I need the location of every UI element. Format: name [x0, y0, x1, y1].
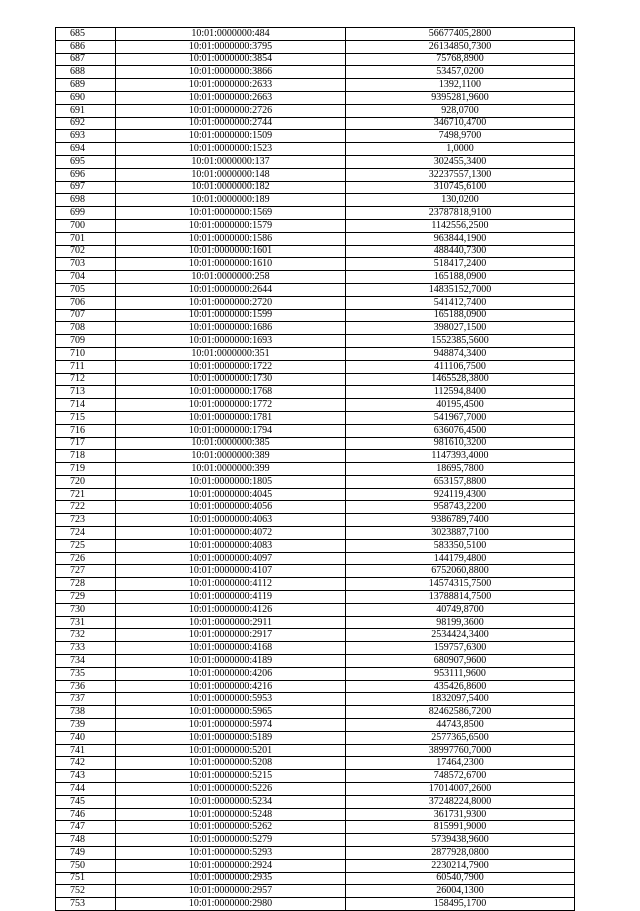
row-number-cell: 751	[56, 872, 116, 885]
cadastral-number-cell: 10:01:0000000:399	[116, 463, 346, 476]
value-cell: 40195,4500	[346, 399, 575, 412]
cadastral-number-cell: 10:01:0000000:3795	[116, 40, 346, 53]
table-row	[56, 591, 575, 604]
value-cell: 1552385,5600	[346, 335, 575, 348]
row-number-cell: 732	[56, 629, 116, 642]
value-cell: 435426,8600	[346, 680, 575, 693]
table-row	[56, 821, 575, 834]
value-cell: 1465528,3800	[346, 373, 575, 386]
table-row	[56, 207, 575, 220]
row-number-cell: 719	[56, 463, 116, 476]
row-number-cell: 733	[56, 642, 116, 655]
table-row	[56, 450, 575, 463]
cadastral-number-cell: 10:01:0000000:2633	[116, 79, 346, 92]
table-row	[56, 667, 575, 680]
row-number-cell: 727	[56, 565, 116, 578]
cadastral-number-cell: 10:01:0000000:2957	[116, 885, 346, 898]
row-number-cell: 720	[56, 475, 116, 488]
cadastral-number-cell: 10:01:0000000:1722	[116, 360, 346, 373]
table-row	[56, 143, 575, 156]
cadastral-number-cell: 10:01:0000000:351	[116, 347, 346, 360]
row-number-cell: 686	[56, 40, 116, 53]
value-cell: 541412,7400	[346, 296, 575, 309]
table-row	[56, 616, 575, 629]
table-row	[56, 770, 575, 783]
row-number-cell: 726	[56, 552, 116, 565]
row-number-cell: 742	[56, 757, 116, 770]
value-cell: 5739438,9600	[346, 834, 575, 847]
cadastral-number-cell: 10:01:0000000:1805	[116, 475, 346, 488]
value-cell: 9386789,7400	[346, 514, 575, 527]
table-row	[56, 872, 575, 885]
table-row	[56, 463, 575, 476]
row-number-cell: 703	[56, 258, 116, 271]
value-cell: 26004,1300	[346, 885, 575, 898]
row-number-cell: 713	[56, 386, 116, 399]
row-number-cell: 717	[56, 437, 116, 450]
value-cell: 583350,5100	[346, 539, 575, 552]
value-cell: 541967,7000	[346, 411, 575, 424]
value-cell: 165188,0900	[346, 309, 575, 322]
table-row	[56, 437, 575, 450]
row-number-cell: 739	[56, 719, 116, 732]
table-row	[56, 309, 575, 322]
table-row	[56, 578, 575, 591]
row-number-cell: 688	[56, 66, 116, 79]
row-number-cell: 741	[56, 744, 116, 757]
value-cell: 981610,3200	[346, 437, 575, 450]
table-row	[56, 808, 575, 821]
cadastral-number-cell: 10:01:0000000:4189	[116, 655, 346, 668]
value-cell: 56677405,2800	[346, 28, 575, 41]
cadastral-number-cell: 10:01:0000000:5279	[116, 834, 346, 847]
value-cell: 1,0000	[346, 143, 575, 156]
table-row	[56, 693, 575, 706]
value-cell: 60540,7900	[346, 872, 575, 885]
value-cell: 1147393,4000	[346, 450, 575, 463]
value-cell: 17464,2300	[346, 757, 575, 770]
table-row	[56, 642, 575, 655]
row-number-cell: 710	[56, 347, 116, 360]
cadastral-number-cell: 10:01:0000000:4206	[116, 667, 346, 680]
cadastral-number-cell: 10:01:0000000:5234	[116, 795, 346, 808]
value-cell: 158495,1700	[346, 898, 575, 911]
cadastral-number-cell: 10:01:0000000:1772	[116, 399, 346, 412]
row-number-cell: 738	[56, 706, 116, 719]
row-number-cell: 747	[56, 821, 116, 834]
row-number-cell: 694	[56, 143, 116, 156]
cadastral-number-cell: 10:01:0000000:4063	[116, 514, 346, 527]
table-row	[56, 296, 575, 309]
table-row	[56, 53, 575, 66]
row-number-cell: 721	[56, 488, 116, 501]
value-cell: 9395281,9600	[346, 91, 575, 104]
row-number-cell: 748	[56, 834, 116, 847]
row-number-cell: 699	[56, 207, 116, 220]
table-row	[56, 386, 575, 399]
cadastral-number-cell: 10:01:0000000:258	[116, 271, 346, 284]
value-cell: 2577365,6500	[346, 731, 575, 744]
table-row	[56, 283, 575, 296]
table-row	[56, 514, 575, 527]
table-row	[56, 399, 575, 412]
value-cell: 310745,6100	[346, 181, 575, 194]
value-cell: 14574315,7500	[346, 578, 575, 591]
value-cell: 748572,6700	[346, 770, 575, 783]
table-row	[56, 245, 575, 258]
table-row	[56, 130, 575, 143]
row-number-cell: 708	[56, 322, 116, 335]
row-number-cell: 706	[56, 296, 116, 309]
cadastral-number-cell: 10:01:0000000:2924	[116, 859, 346, 872]
cadastral-number-cell: 10:01:0000000:3854	[116, 53, 346, 66]
cadastral-number-cell: 10:01:0000000:385	[116, 437, 346, 450]
table-row	[56, 501, 575, 514]
cadastral-number-cell: 10:01:0000000:4216	[116, 680, 346, 693]
cadastral-number-cell: 10:01:0000000:3866	[116, 66, 346, 79]
row-number-cell: 698	[56, 194, 116, 207]
cadastral-number-cell: 10:01:0000000:5293	[116, 847, 346, 860]
cadastral-number-cell: 10:01:0000000:4107	[116, 565, 346, 578]
table-row	[56, 322, 575, 335]
row-number-cell: 691	[56, 104, 116, 117]
cadastral-number-cell: 10:01:0000000:5201	[116, 744, 346, 757]
cadastral-number-cell: 10:01:0000000:189	[116, 194, 346, 207]
value-cell: 37248224,8000	[346, 795, 575, 808]
cadastral-number-cell: 10:01:0000000:2744	[116, 117, 346, 130]
cadastral-number-cell: 10:01:0000000:2726	[116, 104, 346, 117]
row-number-cell: 695	[56, 155, 116, 168]
cadastral-number-cell: 10:01:0000000:1601	[116, 245, 346, 258]
value-cell: 23787818,9100	[346, 207, 575, 220]
table-row	[56, 757, 575, 770]
value-cell: 518417,2400	[346, 258, 575, 271]
row-number-cell: 697	[56, 181, 116, 194]
cadastral-number-cell: 10:01:0000000:1781	[116, 411, 346, 424]
cadastral-number-cell: 10:01:0000000:1586	[116, 232, 346, 245]
row-number-cell: 745	[56, 795, 116, 808]
cadastral-number-cell: 10:01:0000000:4168	[116, 642, 346, 655]
value-cell: 302455,3400	[346, 155, 575, 168]
row-number-cell: 707	[56, 309, 116, 322]
value-cell: 636076,4500	[346, 424, 575, 437]
value-cell: 7498,9700	[346, 130, 575, 143]
value-cell: 18695,7800	[346, 463, 575, 476]
table-row	[56, 117, 575, 130]
row-number-cell: 711	[56, 360, 116, 373]
row-number-cell: 740	[56, 731, 116, 744]
cadastral-number-cell: 10:01:0000000:1569	[116, 207, 346, 220]
row-number-cell: 736	[56, 680, 116, 693]
value-cell: 653157,8800	[346, 475, 575, 488]
cadastral-number-cell: 10:01:0000000:484	[116, 28, 346, 41]
table-row	[56, 424, 575, 437]
value-cell: 928,0700	[346, 104, 575, 117]
table-row	[56, 795, 575, 808]
table-row	[56, 859, 575, 872]
cadastral-number-cell: 10:01:0000000:2911	[116, 616, 346, 629]
row-number-cell: 743	[56, 770, 116, 783]
value-cell: 75768,8900	[346, 53, 575, 66]
table-row	[56, 104, 575, 117]
table-row	[56, 706, 575, 719]
value-cell: 112594,8400	[346, 386, 575, 399]
value-cell: 398027,1500	[346, 322, 575, 335]
cadastral-number-cell: 10:01:0000000:389	[116, 450, 346, 463]
cadastral-number-cell: 10:01:0000000:1579	[116, 219, 346, 232]
value-cell: 411106,7500	[346, 360, 575, 373]
row-number-cell: 722	[56, 501, 116, 514]
value-cell: 53457,0200	[346, 66, 575, 79]
row-number-cell: 685	[56, 28, 116, 41]
row-number-cell: 690	[56, 91, 116, 104]
cadastral-number-cell: 10:01:0000000:5262	[116, 821, 346, 834]
row-number-cell: 709	[56, 335, 116, 348]
cadastral-number-cell: 10:01:0000000:4083	[116, 539, 346, 552]
table-row	[56, 475, 575, 488]
value-cell: 1142556,2500	[346, 219, 575, 232]
cadastral-number-cell: 10:01:0000000:2644	[116, 283, 346, 296]
table-row	[56, 539, 575, 552]
cadastral-number-cell: 10:01:0000000:2935	[116, 872, 346, 885]
value-cell: 2877928,0800	[346, 847, 575, 860]
table-row	[56, 258, 575, 271]
value-cell: 361731,9300	[346, 808, 575, 821]
table-row	[56, 79, 575, 92]
row-number-cell: 712	[56, 373, 116, 386]
row-number-cell: 705	[56, 283, 116, 296]
table-row	[56, 552, 575, 565]
table-row	[56, 885, 575, 898]
cadastral-number-cell: 10:01:0000000:2663	[116, 91, 346, 104]
cadastral-number-cell: 10:01:0000000:5208	[116, 757, 346, 770]
cadastral-number-cell: 10:01:0000000:1730	[116, 373, 346, 386]
row-number-cell: 723	[56, 514, 116, 527]
row-number-cell: 714	[56, 399, 116, 412]
cadastral-number-cell: 10:01:0000000:2980	[116, 898, 346, 911]
value-cell: 948874,3400	[346, 347, 575, 360]
table-row	[56, 731, 575, 744]
row-number-cell: 700	[56, 219, 116, 232]
cadastral-number-cell: 10:01:0000000:148	[116, 168, 346, 181]
cadastral-number-cell: 10:01:0000000:1794	[116, 424, 346, 437]
row-number-cell: 729	[56, 591, 116, 604]
row-number-cell: 715	[56, 411, 116, 424]
table-row	[56, 719, 575, 732]
value-cell: 14835152,7000	[346, 283, 575, 296]
value-cell: 963844,1900	[346, 232, 575, 245]
value-cell: 488440,7300	[346, 245, 575, 258]
row-number-cell: 731	[56, 616, 116, 629]
table-row	[56, 373, 575, 386]
cadastral-number-cell: 10:01:0000000:4119	[116, 591, 346, 604]
cadastral-number-cell: 10:01:0000000:2917	[116, 629, 346, 642]
cadastral-number-cell: 10:01:0000000:1768	[116, 386, 346, 399]
cadastral-number-cell: 10:01:0000000:5189	[116, 731, 346, 744]
table-row	[56, 66, 575, 79]
row-number-cell: 693	[56, 130, 116, 143]
cadastral-number-cell: 10:01:0000000:1599	[116, 309, 346, 322]
value-cell: 44743,8500	[346, 719, 575, 732]
table-body	[56, 28, 575, 911]
row-number-cell: 687	[56, 53, 116, 66]
table-row	[56, 360, 575, 373]
row-number-cell: 750	[56, 859, 116, 872]
row-number-cell: 749	[56, 847, 116, 860]
table-row	[56, 40, 575, 53]
cadastral-number-cell: 10:01:0000000:4097	[116, 552, 346, 565]
cadastral-number-cell: 10:01:0000000:5248	[116, 808, 346, 821]
table-row	[56, 488, 575, 501]
cadastral-number-cell: 10:01:0000000:5953	[116, 693, 346, 706]
value-cell: 3023887,7100	[346, 527, 575, 540]
cadastral-number-cell: 10:01:0000000:5974	[116, 719, 346, 732]
table-row	[56, 527, 575, 540]
row-number-cell: 702	[56, 245, 116, 258]
row-number-cell: 753	[56, 898, 116, 911]
value-cell: 2534424,3400	[346, 629, 575, 642]
cadastral-number-cell: 10:01:0000000:182	[116, 181, 346, 194]
table-row	[56, 655, 575, 668]
value-cell: 2230214,7900	[346, 859, 575, 872]
row-number-cell: 696	[56, 168, 116, 181]
value-cell: 13788814,7500	[346, 591, 575, 604]
row-number-cell: 689	[56, 79, 116, 92]
cadastral-number-cell: 10:01:0000000:137	[116, 155, 346, 168]
table-row	[56, 271, 575, 284]
value-cell: 953111,9600	[346, 667, 575, 680]
table-row	[56, 219, 575, 232]
table-row	[56, 335, 575, 348]
value-cell: 26134850,7300	[346, 40, 575, 53]
row-number-cell: 716	[56, 424, 116, 437]
table-row	[56, 783, 575, 796]
table-row	[56, 847, 575, 860]
table-row	[56, 181, 575, 194]
value-cell: 815991,9000	[346, 821, 575, 834]
value-cell: 38997760,7000	[346, 744, 575, 757]
table-row	[56, 603, 575, 616]
table-row	[56, 898, 575, 911]
cadastral-number-cell: 10:01:0000000:4126	[116, 603, 346, 616]
table-row	[56, 629, 575, 642]
table-row	[56, 565, 575, 578]
value-cell: 144179,4800	[346, 552, 575, 565]
value-cell: 159757,6300	[346, 642, 575, 655]
row-number-cell: 718	[56, 450, 116, 463]
row-number-cell: 734	[56, 655, 116, 668]
value-cell: 924119,4300	[346, 488, 575, 501]
row-number-cell: 737	[56, 693, 116, 706]
value-cell: 17014007,2600	[346, 783, 575, 796]
table-row	[56, 347, 575, 360]
row-number-cell: 724	[56, 527, 116, 540]
table-row	[56, 91, 575, 104]
table-row	[56, 744, 575, 757]
value-cell: 130,0200	[346, 194, 575, 207]
value-cell: 82462586,7200	[346, 706, 575, 719]
row-number-cell: 744	[56, 783, 116, 796]
value-cell: 958743,2200	[346, 501, 575, 514]
cadastral-number-cell: 10:01:0000000:1693	[116, 335, 346, 348]
cadastral-number-cell: 10:01:0000000:4045	[116, 488, 346, 501]
row-number-cell: 725	[56, 539, 116, 552]
cadastral-number-cell: 10:01:0000000:1686	[116, 322, 346, 335]
cadastral-number-cell: 10:01:0000000:1610	[116, 258, 346, 271]
row-number-cell: 730	[56, 603, 116, 616]
value-cell: 346710,4700	[346, 117, 575, 130]
table-row	[56, 232, 575, 245]
cadastral-number-cell: 10:01:0000000:4112	[116, 578, 346, 591]
value-cell: 1832097,5400	[346, 693, 575, 706]
value-cell: 6752060,8800	[346, 565, 575, 578]
value-cell: 40749,8700	[346, 603, 575, 616]
row-number-cell: 735	[56, 667, 116, 680]
row-number-cell: 752	[56, 885, 116, 898]
cadastral-number-cell: 10:01:0000000:2720	[116, 296, 346, 309]
cadastral-number-cell: 10:01:0000000:4056	[116, 501, 346, 514]
value-cell: 165188,0900	[346, 271, 575, 284]
cadastral-number-cell: 10:01:0000000:5226	[116, 783, 346, 796]
row-number-cell: 692	[56, 117, 116, 130]
cadastral-number-cell: 10:01:0000000:1523	[116, 143, 346, 156]
table-row	[56, 411, 575, 424]
cadastral-number-cell: 10:01:0000000:5965	[116, 706, 346, 719]
cadastral-number-cell: 10:01:0000000:4072	[116, 527, 346, 540]
table-row	[56, 155, 575, 168]
table-row	[56, 680, 575, 693]
table-row	[56, 28, 575, 41]
value-cell: 32237557,1300	[346, 168, 575, 181]
row-number-cell: 728	[56, 578, 116, 591]
data-table	[55, 27, 575, 911]
cadastral-number-cell: 10:01:0000000:5215	[116, 770, 346, 783]
value-cell: 680907,9600	[346, 655, 575, 668]
table-row	[56, 194, 575, 207]
table-row	[56, 168, 575, 181]
cadastral-number-cell: 10:01:0000000:1509	[116, 130, 346, 143]
row-number-cell: 746	[56, 808, 116, 821]
value-cell: 98199,3600	[346, 616, 575, 629]
row-number-cell: 704	[56, 271, 116, 284]
table-row	[56, 834, 575, 847]
value-cell: 1392,1100	[346, 79, 575, 92]
row-number-cell: 701	[56, 232, 116, 245]
